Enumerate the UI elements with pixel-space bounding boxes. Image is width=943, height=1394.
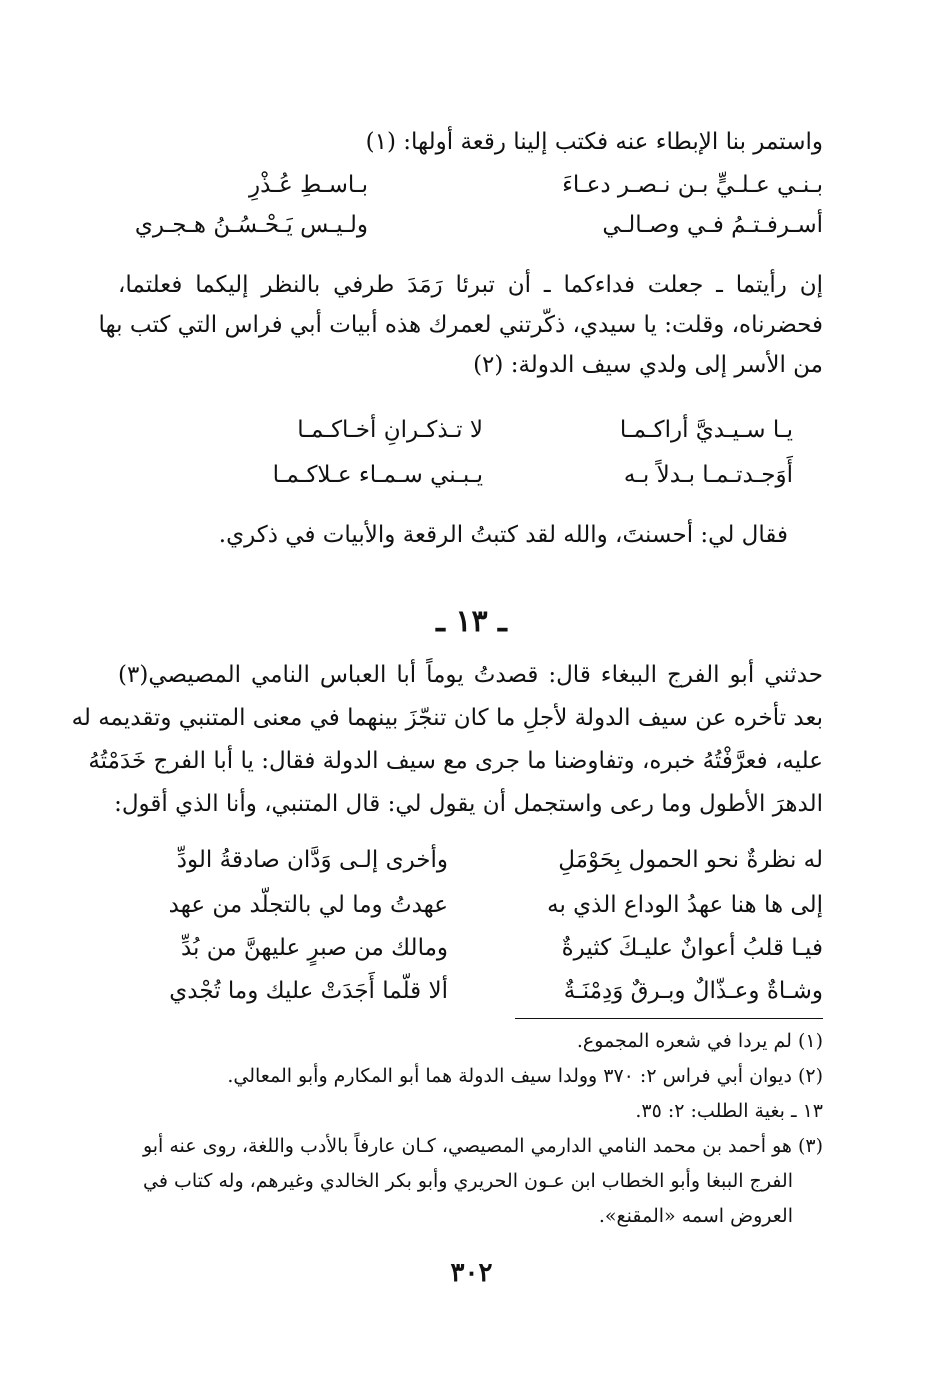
paragraph-2-line-1: إن رأيتما ـ جعلت فداءكما ـ أن تبرئا رَمَدَ طرفي بالنظر إليكما فعلتما، [118,272,823,298]
paragraph-3-line: فقال لي: أحسنتَ، والله لقد كتبتُ الرقعة والأبيات في ذكري. [218,522,788,548]
paragraph-4-line-1: حدثني أبو الفرج الببغاء قال: قصدتُ يوماً أبا العباس النامي المصيصي(٣) [118,662,823,688]
footnote-separator [515,1018,823,1019]
verse-hemistich-right: فيـا قلبُ أعوانٌ عليـكَ كثيرةٌ [561,935,823,961]
verse-hemistich-left: لا تـذكـرانِ أخـاكـمـا [297,417,483,443]
footnote-13: ١٣ ـ بغية الطلب: ٢: ٣٥. [635,1100,823,1122]
paragraph-2-line-2: فحضرناه، وقلت: يا سيدي، ذكّرتني لعمرك هذه أبيات أبي فراس التي كتب بها [98,312,823,338]
verse-hemistich-left: عهدتُ وما لي بالتجلّد من عهد [168,892,448,918]
verse-hemistich-right: وشـاةٌ وعـذّالٌ وبـرقٌ وَدِمْنَـةٌ [563,978,823,1004]
paragraph-1-line: واستمر بنا الإبطاء عنه فكتب إلينا رقعة أولها: (١) [365,129,823,155]
verse-hemistich-left: وأخرى إلـى وَدَّان صادقةُ الودِّ [176,847,448,873]
paragraph-2-line-3: من الأسر إلى ولدي سيف الدولة: (٢) [473,352,823,378]
paragraph-4-line-2: بعد تأخره عن سيف الدولة لأجلِ ما كان تنجّزَ بينهما في معنى المتنبي وتقديمه له [71,705,823,731]
verse-hemistich-right: إلى ها هنا عهدُ الوداع الذي به [547,892,823,918]
footnote-2: (٢) ديوان أبي فراس ٢: ٣٧٠ وولدا سيف الدولة هما أبو المكارم وأبو المعالي. [227,1065,823,1087]
verse-hemistich-left: ولـيـس يَـحْـسُـنُ هـجـري [134,212,368,238]
footnote-3-line-1: (٣) هو أحمد بن محمد النامي الدارمي المصيصي، كـان عارفاً بالأدب واللغة، روى عنه أبو [142,1135,823,1157]
paragraph-4-line-4: الدهرَ الأطول وما رعى واستجمل أن يقول لي: قال المتنبي، وأنا الذي أقول: [114,791,823,817]
verse-hemistich-left: ومالك من صبرٍ عليهنَّ من بُدِّ [180,935,448,961]
verse-hemistich-left: ألا قلّما أَجَدَتْ عليك وما تُجْدي [169,978,448,1004]
verse-hemistich-right: أسـرفـتـمُ فـي وصـالـي [602,212,823,238]
footnote-3-line-3: العروض اسمه «المقنع». [598,1205,793,1227]
verse-hemistich-right: بـنـي عـلـيٍّ بـن نـصـر دعـاءَ [562,172,823,198]
page-number: ٣٠٢ [450,1258,493,1288]
footnote-3-line-2: الفرج الببغا وأبو الخطاب ابن عـون الحريري وأبو بكر الخالدي وغيرهم، وله كتاب في [143,1170,793,1192]
section-number: ـ ١٣ ـ [436,604,507,639]
verse-hemistich-right: يـا سـيـديَّ أراكـمـا [619,417,793,443]
verse-hemistich-right: أَوَجـدتـمـا بـدلاً بـه [623,462,793,488]
verse-hemistich-left: بـاسـطِ عُـذْرِ [249,172,368,198]
paragraph-4-line-3: عليه، فعرَّفْتُهُ خبره، وتفاوضنا ما جرى مع سيف الدولة فقال: يا أبا الفرج خَدَمْتُهُ [88,748,823,774]
verse-hemistich-left: يـبـني سـمـاء عـلاكـمـا [272,462,483,488]
footnote-1: (١) لم يردا في شعره المجموع. [576,1030,823,1052]
verse-hemistich-right: له نظرةٌ نحو الحمول بِحَوْمَلِ [558,847,823,873]
